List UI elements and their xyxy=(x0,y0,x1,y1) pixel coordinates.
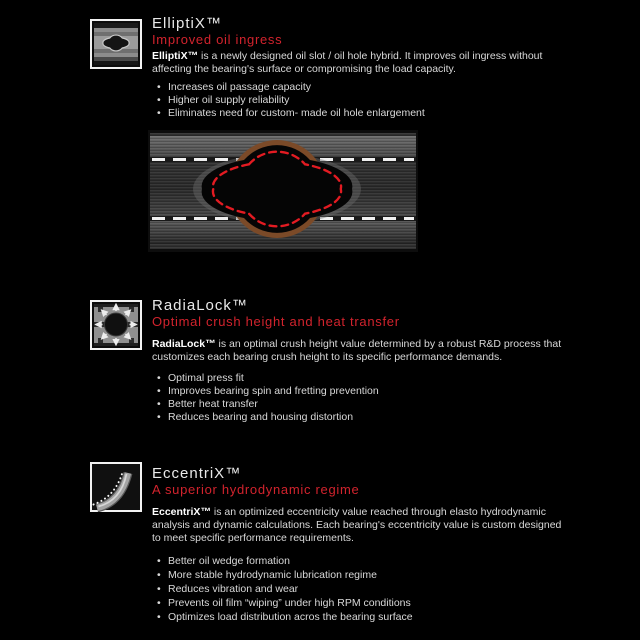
feature-bullet-list xyxy=(155,372,555,424)
bullet-item: • Optimal press fit xyxy=(155,372,555,385)
description-text: is an optimal crush height value determined by a robust R&D process that customizes each bearing crush height to its specific performance demands. xyxy=(152,338,562,363)
elliptix-icon-graphic xyxy=(90,19,142,69)
bullet-item: • Prevents oil film “wiping” under high RPM conditions xyxy=(155,596,555,610)
section-title: EccentriX™ xyxy=(152,465,242,482)
section-description xyxy=(152,338,562,364)
bullet-item: • Higher oil supply reliability xyxy=(155,94,555,107)
feature-bullet-list xyxy=(155,81,555,120)
bullet-item: • Reduces bearing and housing distortion xyxy=(155,411,555,424)
bullet-item: • Optimizes load distribution acros the bearing surface xyxy=(155,610,555,624)
product-name: EccentriX™ xyxy=(152,506,211,518)
section-title: ElliptiX™ xyxy=(152,15,222,32)
eccentrix-profile-icon xyxy=(90,462,142,512)
radialock-crush-height-icon xyxy=(90,300,142,350)
section-subtitle: A superior hydrodynamic regime xyxy=(152,482,360,497)
product-name: ElliptiX™ xyxy=(152,50,199,62)
radialock-icon-graphic xyxy=(90,300,142,350)
description-text: is a newly designed oil slot / oil hole hybrid. It improves oil ingress without affecting the bearing's surface or compromising the load capacity. xyxy=(152,50,543,75)
feature-bullet-list xyxy=(155,554,555,624)
bullet-item: • More stable hydrodynamic lubrication regime xyxy=(155,568,555,582)
eccentrix-icon-graphic xyxy=(90,462,142,512)
bullet-item: • Eliminates need for custom- made oil hole enlargement xyxy=(155,107,555,120)
bearing-figure-graphic xyxy=(148,130,418,252)
section-subtitle: Improved oil ingress xyxy=(152,32,283,47)
section-subtitle: Optimal crush height and heat transfer xyxy=(152,314,400,329)
description-text: is an optimized eccentricity value reached through elasto hydrodynamic analysis and dynamic calculations. Each bearing's eccentricity value is custom designed to meet specific performance requirements. xyxy=(152,506,562,544)
bullet-item: • Improves bearing spin and fretting prevention xyxy=(155,385,555,398)
product-name: RadiaLock™ xyxy=(152,338,216,350)
bullet-item: • Better heat transfer xyxy=(155,398,555,411)
section-description xyxy=(152,50,562,76)
section-description xyxy=(152,506,562,545)
bearing-bore xyxy=(105,313,128,336)
bearing-oil-slot-photo xyxy=(148,130,418,252)
bullet-item: • Reduces vibration and wear xyxy=(155,582,555,596)
elliptix-oil-slot-icon xyxy=(90,19,142,69)
section-title: RadiaLock™ xyxy=(152,297,248,314)
bullet-item: • Better oil wedge formation xyxy=(155,554,555,568)
bullet-item: • Increases oil passage capacity xyxy=(155,81,555,94)
